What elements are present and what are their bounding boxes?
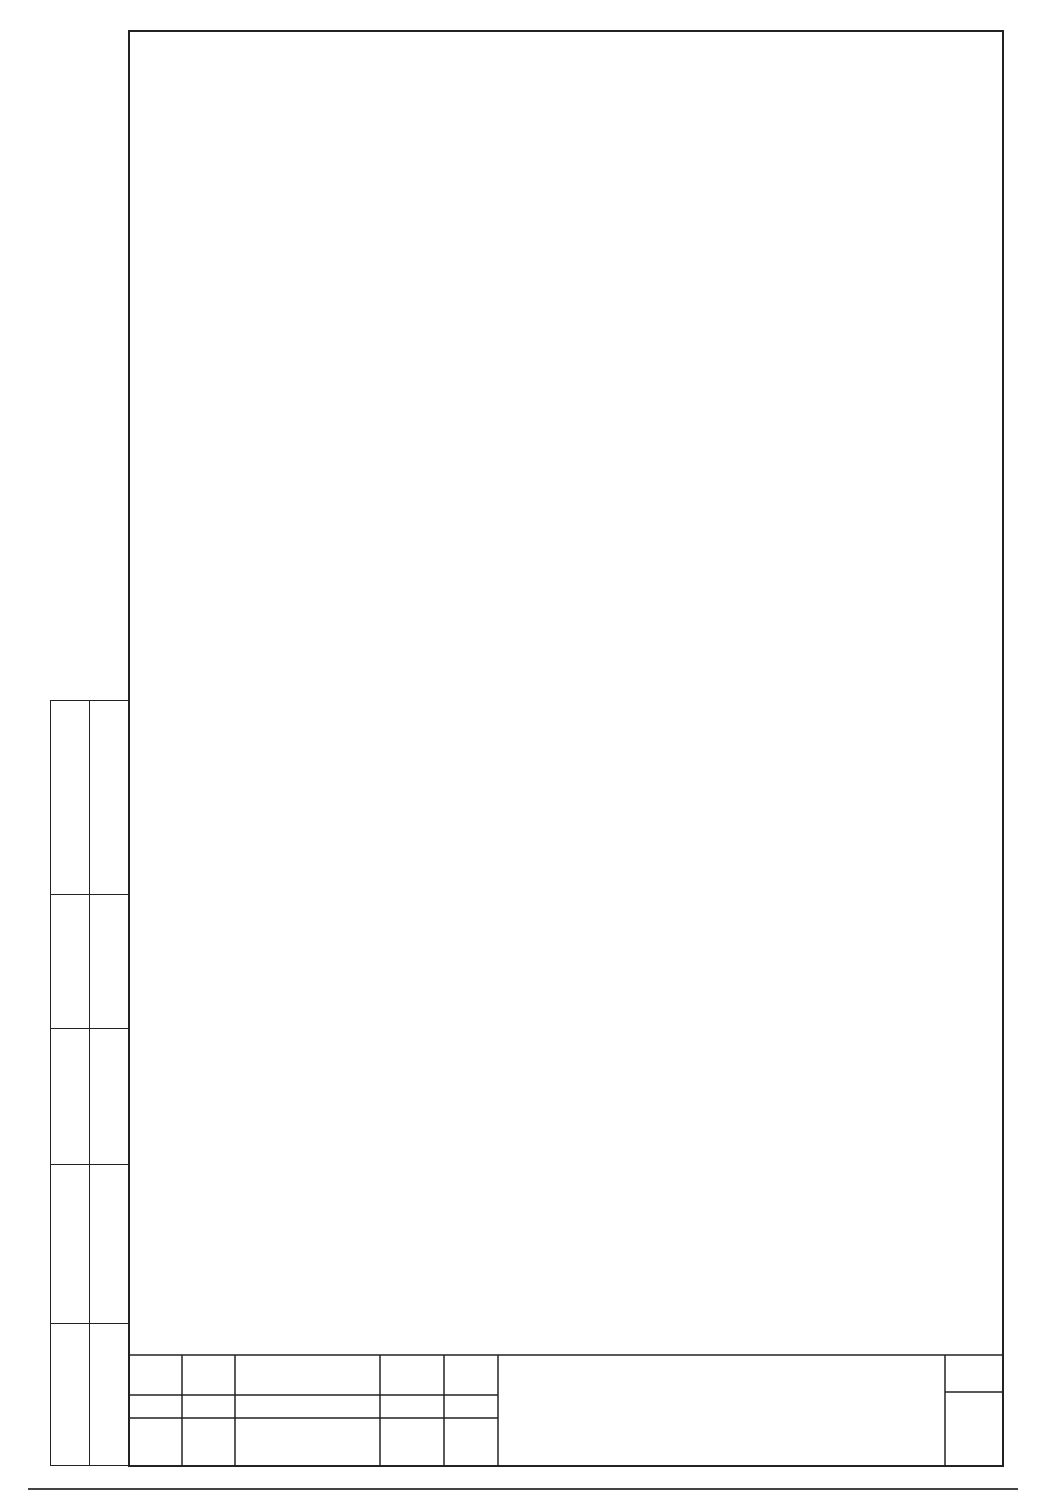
title-block xyxy=(130,1355,1004,1467)
